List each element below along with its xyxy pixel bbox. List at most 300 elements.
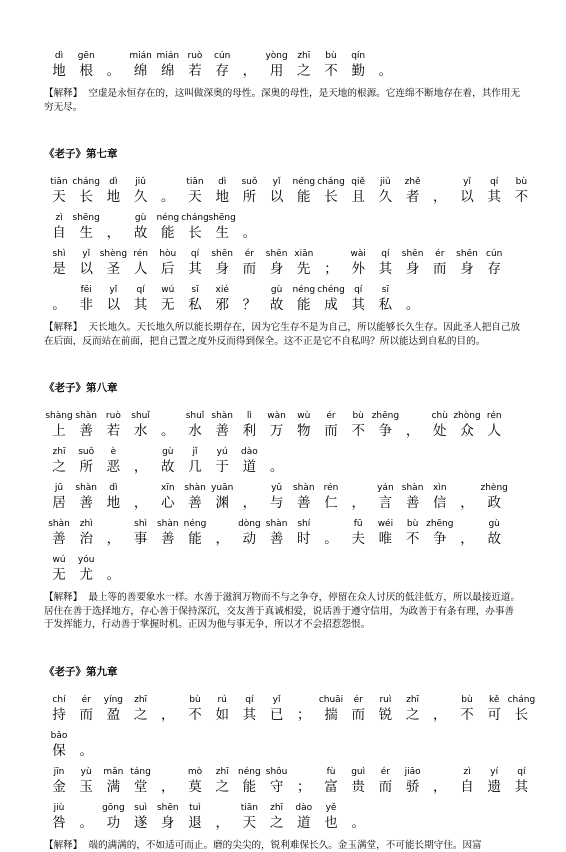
char-unit xyxy=(262,766,292,796)
hanzi: 邪 xyxy=(207,297,237,314)
pinyin xyxy=(398,284,428,297)
pinyin xyxy=(153,176,183,189)
char-unit xyxy=(153,248,183,278)
char-unit xyxy=(398,518,428,548)
pinyin: fù xyxy=(316,766,346,779)
pinyin: è xyxy=(98,446,128,459)
char-unit xyxy=(425,694,455,724)
hanzi: 地 xyxy=(98,189,128,206)
pinyin: shàn xyxy=(289,482,319,495)
hanzi: 骄 xyxy=(398,779,428,796)
pinyin xyxy=(126,482,156,495)
char-unit xyxy=(234,284,264,314)
char-unit xyxy=(98,248,128,278)
hanzi: 以 xyxy=(262,189,292,206)
hanzi: 。 xyxy=(153,189,183,206)
char-unit xyxy=(153,482,183,512)
pinyin: rú xyxy=(207,694,237,707)
hanzi: 天 xyxy=(234,815,264,832)
hanzi: 而 xyxy=(71,707,101,724)
hanzi: 利 xyxy=(234,423,264,440)
char-unit xyxy=(343,248,373,278)
char-unit xyxy=(207,518,237,548)
pinyin xyxy=(343,802,373,815)
hanzi: 久 xyxy=(370,189,400,206)
pinyin: wéi xyxy=(370,518,400,531)
hanzi: 生 xyxy=(71,225,101,242)
hanzi: ？ xyxy=(234,297,264,314)
char-unit xyxy=(207,802,237,832)
pinyin: qí xyxy=(479,176,509,189)
char-unit xyxy=(71,248,101,278)
explanation-text: 空虚是永恒存在的，这叫做深奥的母性。深奥的母性，是天地的根源。它连绵不断地存在着，其作用无穷无尽。 xyxy=(44,88,520,113)
hanzi: 其 xyxy=(234,707,264,724)
hanzi: 是 xyxy=(44,261,74,278)
pinyin: bù xyxy=(506,176,536,189)
hanzi: 。 xyxy=(316,531,346,548)
char-unit xyxy=(370,284,400,314)
hanzi: 天 xyxy=(44,189,74,206)
pinyin xyxy=(153,766,183,779)
char-unit xyxy=(262,248,292,278)
pinyin xyxy=(316,248,346,261)
pinyin: tiān xyxy=(180,176,210,189)
char-unit xyxy=(98,410,128,440)
pinyin: wàn xyxy=(262,410,292,423)
hanzi: 存 xyxy=(207,63,237,80)
hanzi: 而 xyxy=(234,261,264,278)
char-unit xyxy=(343,694,373,724)
pinyin: dòng xyxy=(234,518,264,531)
hanzi: 不 xyxy=(343,423,373,440)
pinyin: jiāo xyxy=(398,766,428,779)
char-unit xyxy=(479,482,509,512)
pinyin: rén xyxy=(316,482,346,495)
pinyin: lì xyxy=(234,410,264,423)
pinyin: xìn xyxy=(425,482,455,495)
hanzi: 之 xyxy=(44,459,74,476)
char-unit xyxy=(234,766,264,796)
char-unit xyxy=(71,446,101,476)
pinyin: tuì xyxy=(180,802,210,815)
hanzi: 。 xyxy=(98,567,128,584)
explanation-paragraph xyxy=(44,591,522,632)
char-unit xyxy=(398,766,428,796)
pinyin: cún xyxy=(207,50,237,63)
pinyin: gù xyxy=(262,284,292,297)
pinyin: xié xyxy=(207,284,237,297)
char-unit xyxy=(343,410,373,440)
pinyin: shàn xyxy=(207,410,237,423)
char-unit xyxy=(126,802,156,832)
char-unit xyxy=(234,248,264,278)
char-unit xyxy=(207,212,237,242)
hanzi: 善 xyxy=(289,495,319,512)
hanzi: 锐 xyxy=(370,707,400,724)
char-unit xyxy=(180,802,210,832)
hanzi: ， xyxy=(452,531,482,548)
char-unit xyxy=(180,284,210,314)
char-unit xyxy=(452,482,482,512)
hanzi: 莫 xyxy=(180,779,210,796)
hanzi: 故 xyxy=(479,531,509,548)
hanzi: 尤 xyxy=(71,567,101,584)
hanzi: 。 xyxy=(71,743,101,760)
char-unit xyxy=(262,176,292,206)
hanzi: 争 xyxy=(370,423,400,440)
pinyin: rén xyxy=(126,248,156,261)
hanzi: 玉 xyxy=(71,779,101,796)
pinyin: shàn xyxy=(153,518,183,531)
pinyin: mǎn xyxy=(98,766,128,779)
hanzi: 善 xyxy=(398,495,428,512)
pinyin: dì xyxy=(207,176,237,189)
pinyin: yán xyxy=(370,482,400,495)
hanzi: 久 xyxy=(126,189,156,206)
char-unit xyxy=(71,518,101,548)
pinyin: wú xyxy=(153,284,183,297)
char-unit xyxy=(262,482,292,512)
pinyin: bù xyxy=(398,518,428,531)
char-unit xyxy=(71,482,101,512)
pinyin: zhī xyxy=(262,802,292,815)
explain-tag: 【解释】 xyxy=(44,840,82,851)
hanzi: 能 xyxy=(180,531,210,548)
hanzi: 不 xyxy=(452,707,482,724)
hanzi: 夫 xyxy=(343,531,373,548)
pinyin xyxy=(262,446,292,459)
char-unit xyxy=(425,482,455,512)
pinyin: yù xyxy=(71,766,101,779)
char-unit xyxy=(370,518,400,548)
hanzi: 外 xyxy=(343,261,373,278)
pinyin: hòu xyxy=(153,248,183,261)
char-unit xyxy=(289,518,319,548)
hanzi: 揣 xyxy=(316,707,346,724)
verse-line xyxy=(44,446,522,482)
hanzi: 其 xyxy=(126,297,156,314)
pinyin: yíng xyxy=(98,694,128,707)
pinyin: shuǐ xyxy=(180,410,210,423)
pinyin: ér xyxy=(343,694,373,707)
char-unit xyxy=(44,554,74,584)
char-unit xyxy=(234,50,264,80)
hanzi: 其 xyxy=(479,189,509,206)
char-unit xyxy=(44,212,74,242)
char-unit xyxy=(44,410,74,440)
pinyin: táng xyxy=(126,766,156,779)
pinyin: chéng xyxy=(316,284,346,297)
char-unit xyxy=(180,50,210,80)
pinyin: cháng xyxy=(506,694,536,707)
pinyin: wú xyxy=(44,554,74,567)
char-unit xyxy=(479,176,509,206)
char-unit xyxy=(44,176,74,206)
hanzi: 功 xyxy=(98,815,128,832)
hanzi: 之 xyxy=(262,815,292,832)
char-unit xyxy=(479,518,509,548)
char-unit xyxy=(234,410,264,440)
hanzi: 故 xyxy=(262,297,292,314)
char-unit xyxy=(370,694,400,724)
char-unit xyxy=(262,284,292,314)
char-unit xyxy=(153,176,183,206)
hanzi: 而 xyxy=(343,707,373,724)
char-unit xyxy=(44,482,74,512)
hanzi: 所 xyxy=(71,459,101,476)
hanzi: 长 xyxy=(316,189,346,206)
hanzi: 政 xyxy=(479,495,509,512)
char-unit xyxy=(98,176,128,206)
pinyin: gù xyxy=(479,518,509,531)
pinyin xyxy=(343,482,373,495)
pinyin xyxy=(370,50,400,63)
char-unit xyxy=(153,518,183,548)
char-unit xyxy=(316,802,346,832)
pinyin xyxy=(71,730,101,743)
pinyin xyxy=(98,554,128,567)
char-unit xyxy=(234,446,264,476)
char-unit xyxy=(425,518,455,548)
verse-line xyxy=(44,766,522,802)
pinyin: néng xyxy=(180,518,210,531)
char-unit xyxy=(343,766,373,796)
pinyin: yě xyxy=(316,802,346,815)
pinyin: shēn xyxy=(452,248,482,261)
char-unit xyxy=(452,248,482,278)
hanzi: 动 xyxy=(234,531,264,548)
pinyin: ér xyxy=(425,248,455,261)
char-unit xyxy=(207,50,237,80)
char-unit xyxy=(289,50,319,80)
pinyin: shèng xyxy=(98,248,128,261)
char-unit xyxy=(343,284,373,314)
hanzi: 能 xyxy=(289,297,319,314)
char-unit xyxy=(98,554,128,584)
hanzi: 长 xyxy=(71,189,101,206)
char-unit xyxy=(126,482,156,512)
hanzi: 以 xyxy=(71,261,101,278)
explain-tag: 【解释】 xyxy=(44,322,82,333)
hanzi: ， xyxy=(425,779,455,796)
pinyin: mò xyxy=(180,766,210,779)
char-unit xyxy=(316,50,346,80)
char-unit xyxy=(98,766,128,796)
char-unit xyxy=(71,176,101,206)
char-unit xyxy=(44,50,74,80)
char-unit xyxy=(262,446,292,476)
explain-tag: 【解释】 xyxy=(44,88,82,99)
pinyin: yǐ xyxy=(98,284,128,297)
char-unit xyxy=(316,410,346,440)
hanzi: 者 xyxy=(398,189,428,206)
hanzi: 于 xyxy=(207,459,237,476)
pinyin: zhī xyxy=(289,50,319,63)
char-unit xyxy=(262,518,292,548)
pinyin xyxy=(153,694,183,707)
pinyin xyxy=(289,766,319,779)
pinyin: yòng xyxy=(262,50,292,63)
explanation-text: 最上等的善要象水一样。水善于滋润万物而不与之争夺，停留在众人讨厌的低洼低方，所以最接近道。居住在善于选择地方，存心善于保持深沉，交友善于真诚相爱，说话善于遵守信用，为政善于有条有理，办事善于发挥能力，行动善于掌握时机。正因为他与事无争，所以才不会招惹怨恨。 xyxy=(44,592,520,630)
pinyin: zhī xyxy=(398,694,428,707)
pinyin: jīn xyxy=(44,766,74,779)
hanzi: 生 xyxy=(207,225,237,242)
char-unit xyxy=(180,410,210,440)
char-unit xyxy=(262,802,292,832)
pinyin: zhēng xyxy=(370,410,400,423)
char-unit xyxy=(234,482,264,512)
pinyin: jiǔ xyxy=(370,176,400,189)
pinyin: shuǐ xyxy=(126,410,156,423)
chapter-title: 《老子》第八章 xyxy=(44,380,522,396)
pinyin: zì xyxy=(452,766,482,779)
hanzi: 身 xyxy=(398,261,428,278)
pinyin xyxy=(425,176,455,189)
char-unit xyxy=(207,284,237,314)
pinyin: zhòng xyxy=(452,410,482,423)
section-spacer xyxy=(44,114,522,146)
char-unit xyxy=(126,446,156,476)
pinyin: shàn xyxy=(71,482,101,495)
pinyin: yóu xyxy=(71,554,101,567)
hanzi: 身 xyxy=(452,261,482,278)
hanzi: 身 xyxy=(207,261,237,278)
pinyin xyxy=(425,766,455,779)
hanzi: 上 xyxy=(44,423,74,440)
hanzi: 满 xyxy=(98,779,128,796)
pinyin: fēi xyxy=(71,284,101,297)
pinyin: sī xyxy=(180,284,210,297)
verse-line xyxy=(44,248,522,284)
hanzi: 先 xyxy=(289,261,319,278)
pinyin: dì xyxy=(98,482,128,495)
hanzi: 长 xyxy=(506,707,536,724)
char-unit xyxy=(234,212,264,242)
hanzi: 而 xyxy=(370,779,400,796)
pinyin: shàn xyxy=(44,518,74,531)
pinyin: cháng xyxy=(180,212,210,225)
char-unit xyxy=(234,694,264,724)
char-unit xyxy=(262,50,292,80)
char-unit xyxy=(126,694,156,724)
pinyin: qí xyxy=(370,248,400,261)
char-unit xyxy=(126,410,156,440)
char-unit xyxy=(425,176,455,206)
hanzi: 存 xyxy=(479,261,509,278)
char-unit xyxy=(98,694,128,724)
hanzi: 以 xyxy=(98,297,128,314)
pinyin: zhī xyxy=(44,446,74,459)
pinyin: jiǔ xyxy=(126,176,156,189)
pinyin: chuāi xyxy=(316,694,346,707)
char-unit xyxy=(425,410,455,440)
hanzi: 道 xyxy=(234,459,264,476)
char-unit xyxy=(316,766,346,796)
hanzi: 之 xyxy=(398,707,428,724)
hanzi: ； xyxy=(289,707,319,724)
hanzi: 不 xyxy=(506,189,536,206)
pinyin: shǒu xyxy=(262,766,292,779)
hanzi: 恶 xyxy=(98,459,128,476)
hanzi: 之 xyxy=(289,63,319,80)
title-spacer xyxy=(44,680,522,694)
hanzi: 道 xyxy=(289,815,319,832)
pinyin: qín xyxy=(343,50,373,63)
pinyin: chí xyxy=(44,694,74,707)
char-unit xyxy=(153,50,183,80)
char-unit xyxy=(180,694,210,724)
verse-line xyxy=(44,284,522,320)
hanzi: 仁 xyxy=(316,495,346,512)
char-unit xyxy=(71,802,101,832)
pinyin: rén xyxy=(479,410,509,423)
char-unit xyxy=(126,50,156,80)
hanzi: ， xyxy=(234,495,264,512)
char-unit xyxy=(452,766,482,796)
pinyin: kě xyxy=(479,694,509,707)
char-unit xyxy=(370,766,400,796)
char-unit xyxy=(452,410,482,440)
hanzi: 居 xyxy=(44,495,74,512)
char-unit xyxy=(126,766,156,796)
char-unit xyxy=(316,518,346,548)
hanzi: 能 xyxy=(234,779,264,796)
pinyin: cháng xyxy=(316,176,346,189)
hanzi: 后 xyxy=(153,261,183,278)
char-unit xyxy=(234,176,264,206)
pinyin: zì xyxy=(44,212,74,225)
char-unit xyxy=(180,248,210,278)
chapter-section xyxy=(44,146,522,380)
hanzi: 而 xyxy=(425,261,455,278)
char-unit xyxy=(343,482,373,512)
char-unit xyxy=(98,50,128,80)
hanzi: 心 xyxy=(153,495,183,512)
char-unit xyxy=(180,212,210,242)
hanzi: 善 xyxy=(71,495,101,512)
char-unit xyxy=(289,284,319,314)
pinyin: gēn xyxy=(71,50,101,63)
hanzi: 守 xyxy=(262,779,292,796)
char-unit xyxy=(44,446,74,476)
pinyin: yǔ xyxy=(262,482,292,495)
verse-line xyxy=(44,802,522,838)
hanzi: ， xyxy=(207,815,237,832)
hanzi: 时 xyxy=(289,531,319,548)
hanzi: ， xyxy=(207,531,237,548)
pinyin: zhī xyxy=(126,694,156,707)
title-spacer xyxy=(44,162,522,176)
chapter-section xyxy=(44,50,522,146)
hanzi: 物 xyxy=(289,423,319,440)
pinyin: zhī xyxy=(207,766,237,779)
char-unit xyxy=(343,802,373,832)
char-unit xyxy=(71,284,101,314)
hanzi: 其 xyxy=(180,261,210,278)
hanzi: ， xyxy=(153,779,183,796)
char-unit xyxy=(425,766,455,796)
char-unit xyxy=(44,518,74,548)
pinyin: cún xyxy=(479,248,509,261)
pinyin: bù xyxy=(316,50,346,63)
hanzi: 治 xyxy=(71,531,101,548)
pinyin: qí xyxy=(126,284,156,297)
char-unit xyxy=(316,176,346,206)
hanzi: 如 xyxy=(207,707,237,724)
pinyin: shàn xyxy=(262,518,292,531)
hanzi: ， xyxy=(234,63,264,80)
hanzi: 能 xyxy=(153,225,183,242)
